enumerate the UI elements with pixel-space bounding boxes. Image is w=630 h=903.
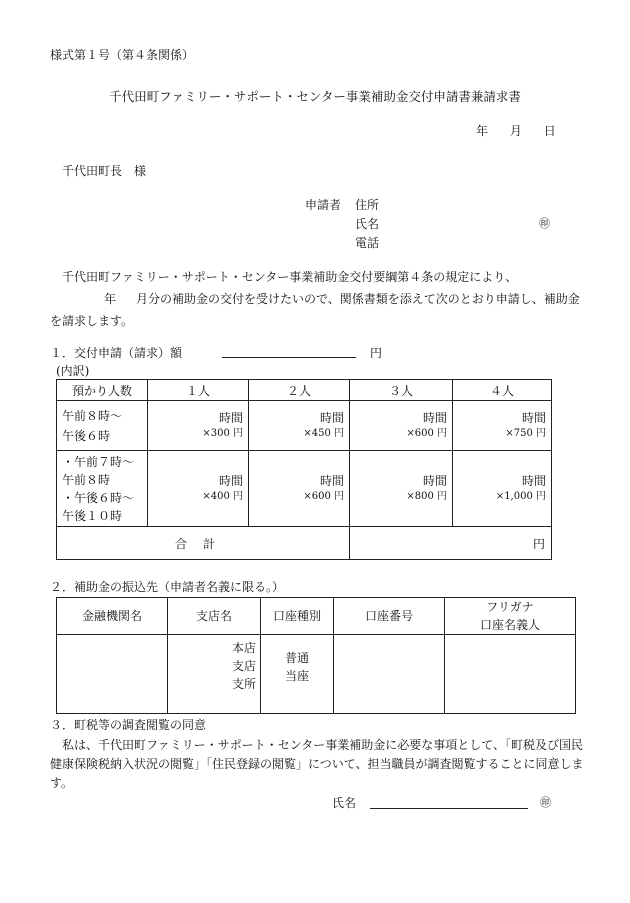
date-day: 日 [543, 124, 556, 138]
breakdown-label: (内訳) [56, 364, 90, 378]
consent-name-label: 氏名 [332, 796, 357, 810]
date-month: 月 [509, 124, 522, 138]
table-row [57, 451, 552, 527]
date-line [476, 122, 556, 139]
hours-cell[interactable]: 時間 ×400 円 [148, 451, 249, 527]
bank-account-table [56, 597, 576, 714]
consent-signature-line[interactable] [370, 808, 528, 809]
header-4: ４人 [453, 380, 552, 401]
header-2: ２人 [249, 380, 350, 401]
document-title: 千代田町ファミリー・サポート・センター事業補助金交付申請書兼請求書 [109, 89, 521, 104]
statement-line1: 千代田町ファミリー・サポート・センター事業補助金交付要綱第４条の規定により、 [62, 270, 518, 284]
row-label: 午前８時～ 午後６時 [57, 401, 148, 451]
statement-rest: 月分の補助金の交付を受けたいので、関係書類を添えて次のとおり申請し、補助金を請求します。 [50, 292, 580, 328]
header-branch: 支店名 [168, 598, 261, 635]
total-label: 合計 [57, 527, 350, 560]
amount-yen: 円 [370, 346, 383, 360]
statement-year: 年 [104, 292, 117, 306]
section2-heading: ２．補助金の振込先（申請者名義に限る。） [50, 580, 285, 594]
account-number-cell[interactable] [334, 635, 445, 714]
holder-cell[interactable] [445, 635, 576, 714]
form-number: 様式第１号（第４条関係） [50, 48, 195, 62]
total-amount[interactable]: 円 [350, 527, 552, 560]
addressee: 千代田町長 様 [62, 164, 147, 178]
header-3: ３人 [350, 380, 453, 401]
address-label: 住所 [355, 198, 380, 212]
header-holder-name: 口座名義人 [479, 618, 540, 632]
applicant-block [305, 196, 380, 250]
name-label: 氏名 [355, 217, 380, 231]
date-year: 年 [476, 124, 489, 138]
breakdown-table [56, 379, 552, 560]
applicant-role: 申請者 [305, 198, 342, 212]
hours-cell[interactable]: 時間 ×800 円 [350, 451, 453, 527]
total-row [57, 527, 552, 560]
section1-heading: １．交付申請（請求）額 [50, 346, 183, 360]
branch-cell[interactable]: 本店 支店 支所 [168, 635, 261, 714]
table-row [57, 401, 552, 451]
table-row [57, 635, 576, 714]
row-label: ・午前７時～ 午前８時 ・午後６時～ 午後１０時 [57, 451, 148, 527]
header-bank: 金融機関名 [57, 598, 168, 635]
hours-cell[interactable]: 時間 ×750 円 [453, 401, 552, 451]
header-children: 預かり人数 [57, 380, 148, 401]
section3-heading: ３．町税等の調査閲覧の同意 [50, 718, 207, 732]
hours-cell[interactable]: 時間 ×450 円 [249, 401, 350, 451]
amount-input-line[interactable] [222, 357, 356, 358]
header-1: １人 [148, 380, 249, 401]
header-holder [445, 598, 576, 635]
consent-seal: ㊞ [540, 796, 551, 809]
hours-cell[interactable]: 時間 ×1,000 円 [453, 451, 552, 527]
hours-cell[interactable]: 時間 ×600 円 [350, 401, 453, 451]
header-account-type: 口座種別 [261, 598, 334, 635]
applicant-seal: ㊞ [539, 217, 550, 230]
phone-label: 電話 [355, 236, 380, 250]
account-type-cell[interactable]: 普通 当座 [261, 635, 334, 714]
application-statement [50, 266, 590, 332]
hours-cell[interactable]: 時間 ×300 円 [148, 401, 249, 451]
header-account-number: 口座番号 [334, 598, 445, 635]
hours-cell[interactable]: 時間 ×600 円 [249, 451, 350, 527]
consent-text: 私は、千代田町ファミリー・サポート・センター事業補助金に必要な事項として、「町税及び国民健康保険税納入状況の閲覧」「住民登録の閲覧」について、担当職員が調査閲覧することに同意します。 [50, 738, 584, 790]
header-furigana: フリガナ [486, 600, 534, 614]
bank-name-cell[interactable] [57, 635, 168, 714]
